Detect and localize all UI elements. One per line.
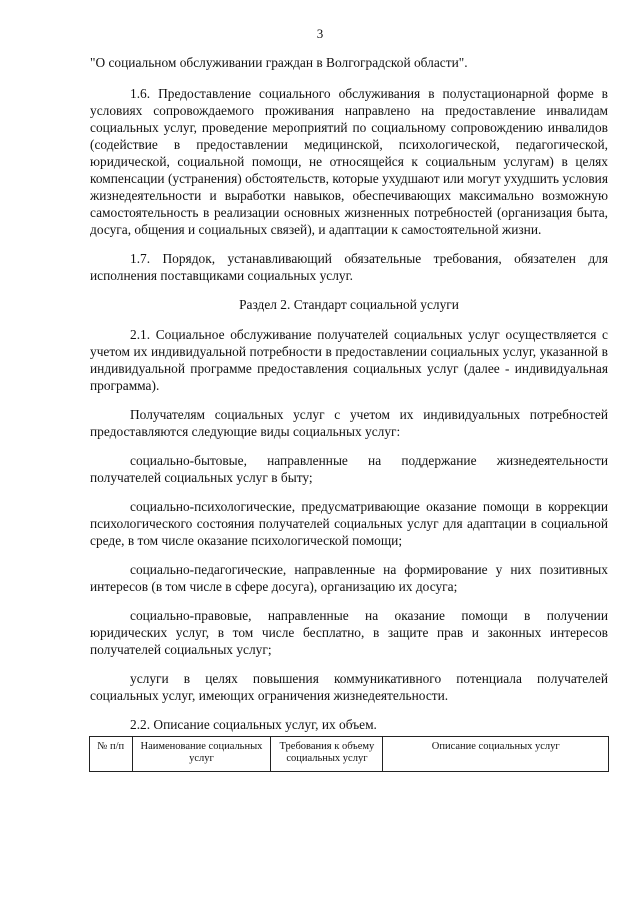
- page-number: 3: [316, 26, 324, 41]
- table-caption: 2.2. Описание социальных услуг, их объем.: [130, 717, 377, 732]
- paragraph-service-types-intro: Получателям социальных услуг с учетом их индивидуальных потребностей предоставляются следующие виды социальных услуг:: [90, 407, 608, 439]
- paragraph-law-title: "О социальном обслуживании граждан в Волгоградской области".: [90, 55, 468, 70]
- services-table: [89, 736, 609, 772]
- header-service-name: Наименование социальных услуг: [132, 737, 271, 772]
- header-volume-requirements: Требования к объему социальных услуг: [271, 737, 383, 772]
- header-service-description: Описание социальных услуг: [383, 737, 609, 772]
- paragraph-service-social-legal: социально-правовые, направленные на оказание помощи в получении юридических услуг, в том числе бесплатно, в защите прав и законных интересов получателей социальных услуг;: [90, 608, 608, 657]
- document-body: [90, 54, 608, 772]
- table-header-row: [90, 737, 609, 772]
- paragraph-service-social-pedagogical: социально-педагогические, направленные на формирование у них позитивных интересов (в том числе в сфере досуга), организацию их досуга;: [90, 562, 608, 594]
- paragraph-1-7: 1.7. Порядок, устанавливающий обязательные требования, обязателен для исполнения поставщиками социальных услуг.: [90, 251, 608, 283]
- paragraph-2-1: 2.1. Социальное обслуживание получателей социальных услуг осуществляется с учетом их индивидуальной потребности в предоставлении социальных услуг, указанной в индивидуальной программе предоставления социальных услуг (далее - индивидуальная программа).: [90, 327, 608, 393]
- paragraph-service-social-psychological: социально-психологические, предусматривающие оказание помощи в коррекции психологического состояния получателей социальных услуг для адаптации в социальной среде, в том числе оказание психологической помощи;: [90, 499, 608, 548]
- header-number: № п/п: [90, 737, 133, 772]
- paragraph-1-6: 1.6. Предоставление социального обслуживания в полустационарной форме в условиях сопровождаемого проживания направлено на предоставление инвалидам социальных услуг, проведение мероприятий по социальному сопровождению инвалидов (содействие в предоставлении медицинской, психологической, педагогической, юридической, социальной помощи, не относящейся к социальным услугам) в целях компенсации (устранения) обстоятельств, которые ухудшают или могут ухудшить условия жизнедеятельности и выработки навыков, обеспечивающих максимально возможную самостоятельность в реализации основных жизненных потребностей (организация быта, досуга, общения и социальных связей), и адаптации к самостоятельной жизни.: [90, 86, 608, 237]
- section-heading: Раздел 2. Стандарт социальной услуги: [239, 297, 459, 312]
- paragraph-service-communicative: услуги в целях повышения коммуникативного потенциала получателей социальных услуг, имеющих ограничения жизнедеятельности.: [90, 671, 608, 703]
- paragraph-service-social-household: социально-бытовые, направленные на поддержание жизнедеятельности получателей социальных услуг в быту;: [90, 453, 608, 485]
